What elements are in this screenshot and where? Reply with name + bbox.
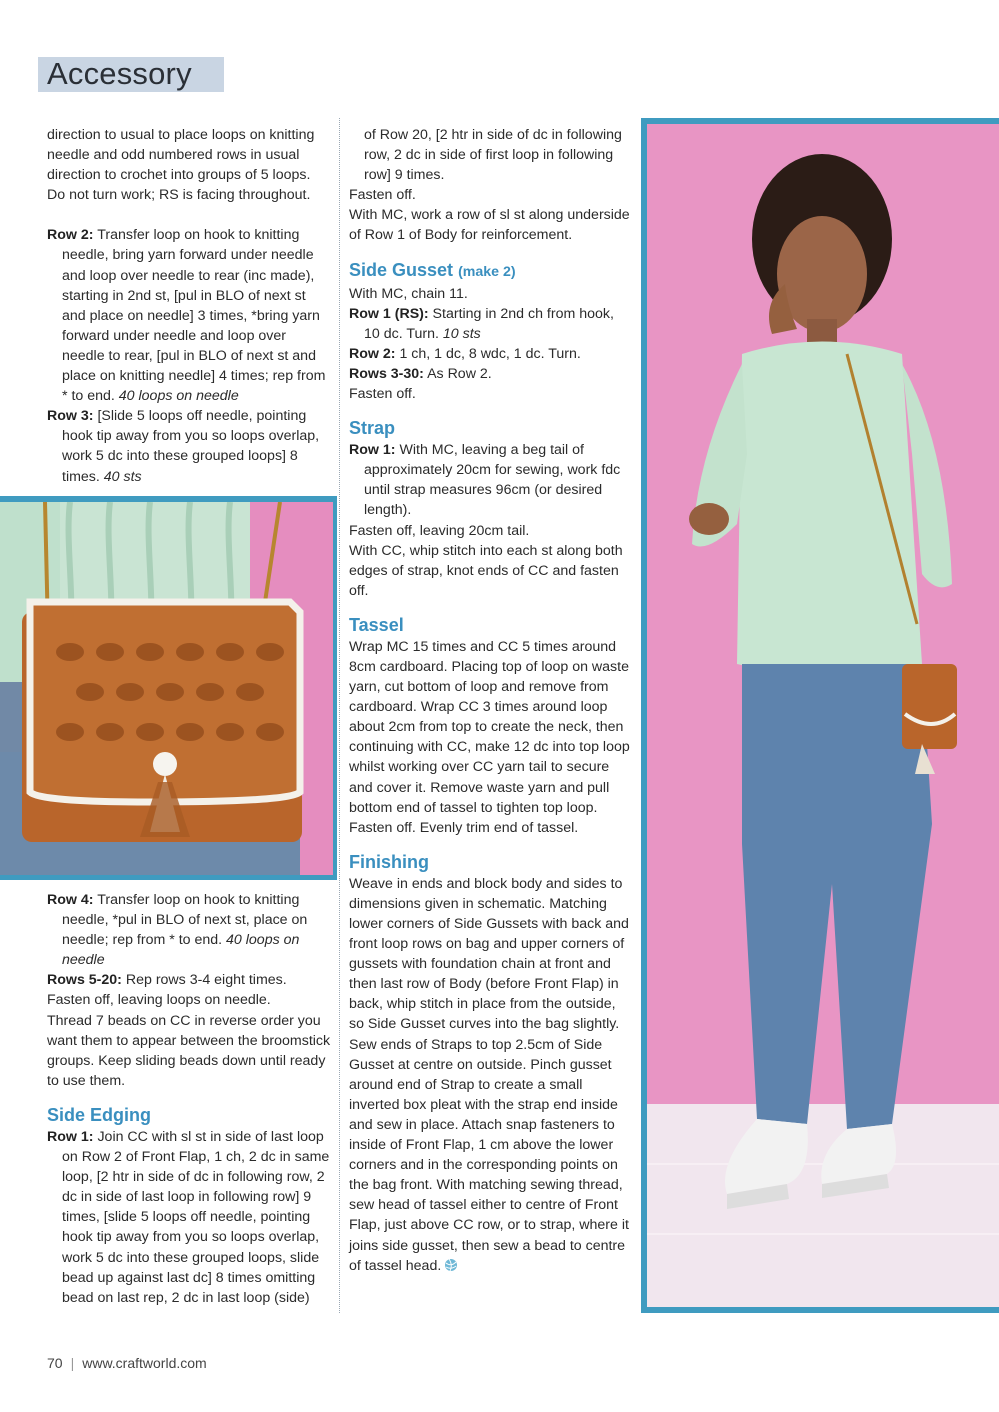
side-gusset-row-2: Row 2: 1 ch, 1 dc, 8 wdc, 1 dc. Turn. [349,345,581,362]
page-number: 70 [47,1355,63,1371]
strap-row-1: Row 1: With MC, leaving a beg tail of approximately 20cm for sewing, work fdc until strap measures 96cm (or desired length). [349,442,621,519]
column-1-top [47,125,332,487]
footer-separator: | [70,1355,75,1371]
column-2 [349,125,631,1278]
thread-beads: Thread 7 beads on CC in reverse order you want them to appear between the broomstick groups. Keep sliding beads down until ready to use them. [47,1012,331,1089]
side-edging-row-1: Row 1: Join CC with sl st in side of last loop on Row 2 of Front Flap, 1 ch, 2 dc in same loop, [2 htr in side of dc in following row, 2 dc in side of last loop in following row] 9 times, [slide 5 loops off needle, pointing hook tip away from you so loops overlap, work 5 dc into these grouped loops, slide bead up against last dc] 8 times omitting bead on last rep, 2 dc in last loop (side) [47,1128,330,1306]
finishing-text: Weave in ends and block body and sides to dimensions given in schematic. Matching lower corners of Side Gussets with back and front loop rows on bag and upper corners of gussets with foundation chain at front and then last row of Body (before Front Flap) in back, whip stitch in place from the outside, so Side Gusset curves into the bag slightly. Sew ends of Straps to top 2.5cm of Side Gusset at centre on outside. Pinch gusset around end of Strap to create a small inverted box pleat with the strap end inside and sew in place. Attach snap fasteners to inside of Front Flap, 1 cm above the lower corners and in the corresponding points on the bag front. With matching sewing thread, sew head of tassel either to centre of Front Flap, just above CC row, or to strap, where it joins side gusset, then sew a bead to centre of tassel head. [349,874,631,1278]
model-illustration [647,124,999,1307]
section-strap: Strap [349,418,396,439]
section-side-edging: Side Edging [47,1104,152,1125]
side-gusset-rows-3-30: Rows 3-30: As Row 2. [349,365,492,382]
column-divider [339,118,340,1313]
section-tassel: Tassel [349,614,404,635]
bag-closeup-illustration [0,502,333,875]
footer-url[interactable]: www.craftworld.com [82,1355,207,1371]
model-photo [641,118,999,1313]
section-side-gusset: Side Gusset (make 2) [349,259,516,280]
section-finishing: Finishing [349,851,429,872]
strap-cc: With CC, whip stitch into each st along both edges of strap, knot ends of CC and fasten off. [349,542,623,599]
strap-fasten: Fasten off, leaving 20cm tail. [349,522,530,539]
yarn-ball-icon [444,1258,458,1278]
fasten-off-1: Fasten off. [349,187,416,204]
reinforcement: With MC, work a row of sl st along underside of Row 1 of Body for reinforcement. [349,207,630,244]
continued-row-20: of Row 20, [2 htr in side of dc in following row, 2 dc in side of first loop in following row] 9 times. [364,127,622,184]
fasten-off-2: Fasten off. [349,386,416,403]
instruction-row-4: Row 4: Transfer loop on hook to knitting needle, *pul in BLO of next st, place on needle; rep from * to end. 40 loops on needle [47,892,308,969]
page-footer [47,1355,207,1371]
side-gusset-row-1: Row 1 (RS): Starting in 2nd ch from hook, 10 dc. Turn. 10 sts [349,305,614,342]
tassel-text: Wrap MC 15 times and CC 5 times around 8cm cardboard. Placing top of loop on waste yarn, cut bottom of loop and remove from cardboard. Wrap CC 3 times around loop about 2cm from top to create the neck, then continuing with CC, make 12 dc into top loop whilst working over CC yarn tail to secure and cover it. Remove waste yarn and pull bottom end of tassel to tighten top loop. Fasten off. Evenly trim end of tassel. [349,638,630,836]
instruction-row-3: Row 3: [Slide 5 loops off needle, pointing hook tip away from you so loops overlap, work 5 dc into these grouped loops] 8 times. 40 sts [47,408,320,485]
column-1-bottom [47,890,332,1308]
page-section-title: Accessory [47,56,192,91]
fasten-off-loops: Fasten off, leaving loops on needle. [47,992,271,1009]
paragraph-direction: direction to usual to place loops on knitting needle and odd numbered rows in usual direction to crochet into groups of 5 loops. Do not turn work; RS is facing throughout. [47,127,315,204]
instruction-row-2: Row 2: Transfer loop on hook to knitting needle, bring yarn forward under needle and loop over needle to rear (inc made), starting in 2nd st, [pul in BLO of next st and place on needle] 3 times, *bring yarn forward under needle and loop over needle to rear, [pul in BLO of next st and place on knitting needle] 4 times; rep from * to end. 40 loops on needle [47,227,326,405]
bag-closeup-photo [0,496,337,880]
side-gusset-chain: With MC, chain 11. [349,285,468,302]
instruction-rows-5-20: Rows 5-20: Rep rows 3-4 eight times. [47,972,287,989]
